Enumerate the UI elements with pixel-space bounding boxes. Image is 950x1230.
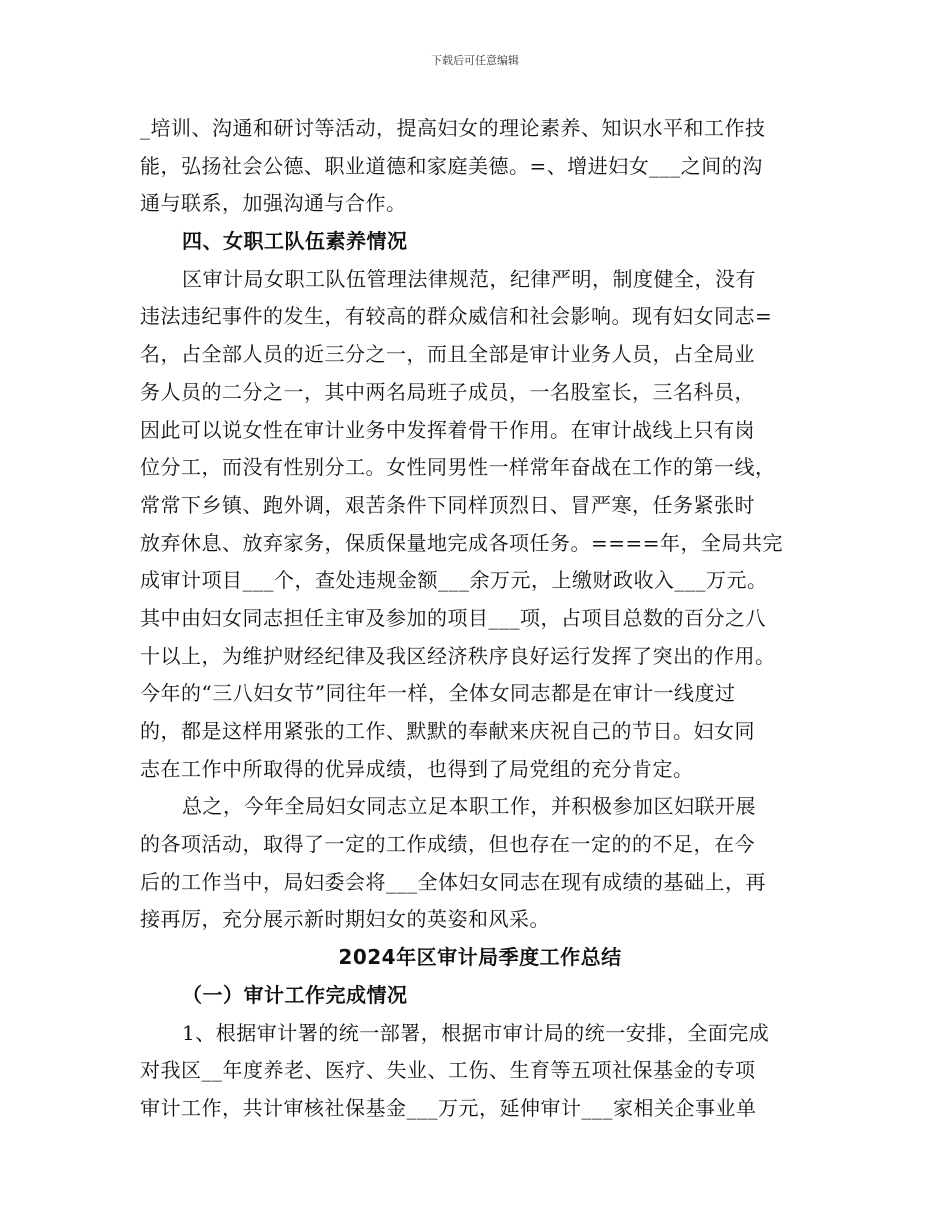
paragraph-line: 志在工作中所取得的优异成绩，也得到了局党组的充分肯定。 bbox=[140, 756, 694, 781]
section-heading: （一）审计工作完成情况 bbox=[182, 982, 408, 1007]
paragraph-line: 今年的“三八妇女节”同往年一样，全体女同志都是在审计一线度过 bbox=[140, 681, 736, 706]
paragraph-line: 1、根据审计署的统一部署，根据市审计局的统一安排，全面完成 bbox=[182, 1020, 770, 1045]
paragraph-line: 十以上，为维护财经纪律及我区经济秩序良好运行发挥了突出的作用。 bbox=[140, 643, 776, 668]
paragraph-line: 放弃休息、放弃家务，保质保量地完成各项任务。====年，全局共完 bbox=[140, 530, 784, 555]
paragraph-line: 名，占全部人员的近三分之一，而且全部是审计业务人员，占全局业 bbox=[140, 342, 755, 367]
paragraph-line: 后的工作当中，局妇委会将___全体妇女同志在现有成绩的基础上，再 bbox=[140, 869, 766, 894]
document-body bbox=[140, 110, 820, 1128]
paragraph-line: _培训、沟通和研讨等活动，提高妇女的理论素养、知识水平和工作技 bbox=[140, 116, 766, 140]
paragraph-line: 务人员的二分之一，其中两名局班子成员，一名股室长，三名科员， bbox=[140, 379, 755, 404]
paragraph-line: 常常下乡镇、跑外调，艰苦条件下同样顶烈日、冒严寒，任务紧张时 bbox=[140, 492, 755, 517]
paragraph-line: 审计工作，共计审核社保基金___万元，延伸审计___家相关企事业单 bbox=[140, 1095, 757, 1120]
paragraph-line: 区审计局女职工队伍管理法律规范，纪律严明，制度健全，没有 bbox=[182, 266, 756, 291]
paragraph-line: 的各项活动，取得了一定的工作成绩，但也存在一定的的不足，在今 bbox=[140, 832, 755, 857]
paragraph-line: 能，弘扬社会公德、职业道德和家庭美德。=、增进妇女___之间的沟 bbox=[140, 153, 763, 178]
paragraph-line: 成审计项目___个，查处违规金额___余万元，上缴财政收入___万元。 bbox=[140, 568, 768, 593]
paragraph-line: 接再厉，充分展示新时期妇女的英姿和风采。 bbox=[140, 907, 550, 932]
paragraph-line: 通与联系，加强沟通与合作。 bbox=[140, 191, 407, 216]
paragraph-line: 位分工，而没有性别分工。女性同男性一样常年奋战在工作的第一线， bbox=[140, 455, 776, 480]
paragraph-line: 对我区__年度养老、医疗、失业、工伤、生育等五项社保基金的专项 bbox=[140, 1058, 756, 1083]
paragraph-line: 的，都是这样用紧张的工作、默默的奉献来庆祝自己的节日。妇女同 bbox=[140, 719, 755, 743]
document-title: 2024年区审计局季度工作总结 bbox=[338, 945, 622, 970]
page-header: 下载后可任意编辑 bbox=[431, 54, 519, 67]
paragraph-line: 其中由妇女同志担任主审及参加的项目___项，占项目总数的百分之八 bbox=[140, 605, 766, 630]
section-heading: 四、女职工队伍素养情况 bbox=[182, 229, 408, 254]
paragraph-line: 违法违纪事件的发生，有较高的群众威信和社会影响。现有妇女同志= bbox=[140, 304, 773, 329]
paragraph-line: 总之，今年全局妇女同志立足本职工作，并积极参加区妇联开展 bbox=[182, 794, 756, 819]
paragraph-line: 因此可以说女性在审计业务中发挥着骨干作用。在审计战线上只有岗 bbox=[140, 417, 755, 442]
